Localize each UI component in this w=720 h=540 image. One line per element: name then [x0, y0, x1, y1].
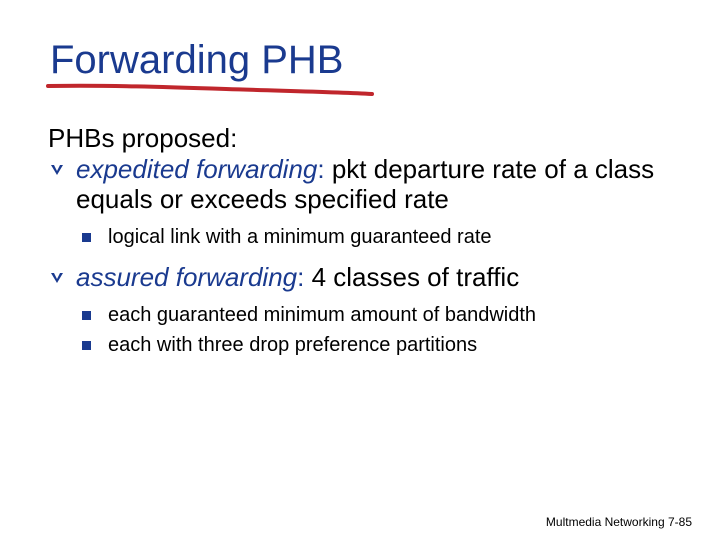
sub-bullet-minimum-bandwidth	[48, 300, 688, 330]
slide-footer	[546, 514, 692, 530]
sub-bullet-logical-link	[48, 222, 688, 252]
sub-bullet-drop-preference	[48, 330, 688, 360]
bullet-text: 4 classes of traffic	[304, 262, 520, 292]
footer-course: Multmedia Networking	[545, 515, 665, 529]
slide-body	[48, 122, 688, 360]
sub-bullet-text: each guaranteed minimum amount of bandwidth	[108, 304, 537, 326]
sub-bullet-text: each with three drop preference partitions	[108, 334, 478, 356]
footer-page-number: 7-85	[667, 515, 692, 529]
sub-bullet-text: logical link with a minimum guaranteed rate	[108, 226, 492, 248]
term-expedited-forwarding: expedited forwarding	[76, 154, 318, 184]
diamond-bullet-icon	[48, 154, 66, 184]
square-bullet-icon	[82, 311, 91, 320]
term-colon: :	[317, 154, 325, 184]
bullet-expedited-forwarding	[48, 154, 688, 214]
bullet-assured-forwarding	[48, 262, 688, 292]
term-assured-forwarding: assured forwarding	[76, 262, 298, 292]
diamond-bullet-icon	[48, 262, 66, 292]
intro-text: PHBs proposed:	[48, 123, 238, 153]
square-bullet-icon	[82, 341, 91, 350]
term-colon: :	[297, 262, 305, 292]
slide-title: Forwarding PHB	[50, 38, 344, 82]
bullet-text: pkt departure rate of a class equals or exceeds specified rate	[76, 154, 655, 214]
title-underline-stroke	[46, 78, 376, 102]
square-bullet-icon	[82, 233, 91, 242]
